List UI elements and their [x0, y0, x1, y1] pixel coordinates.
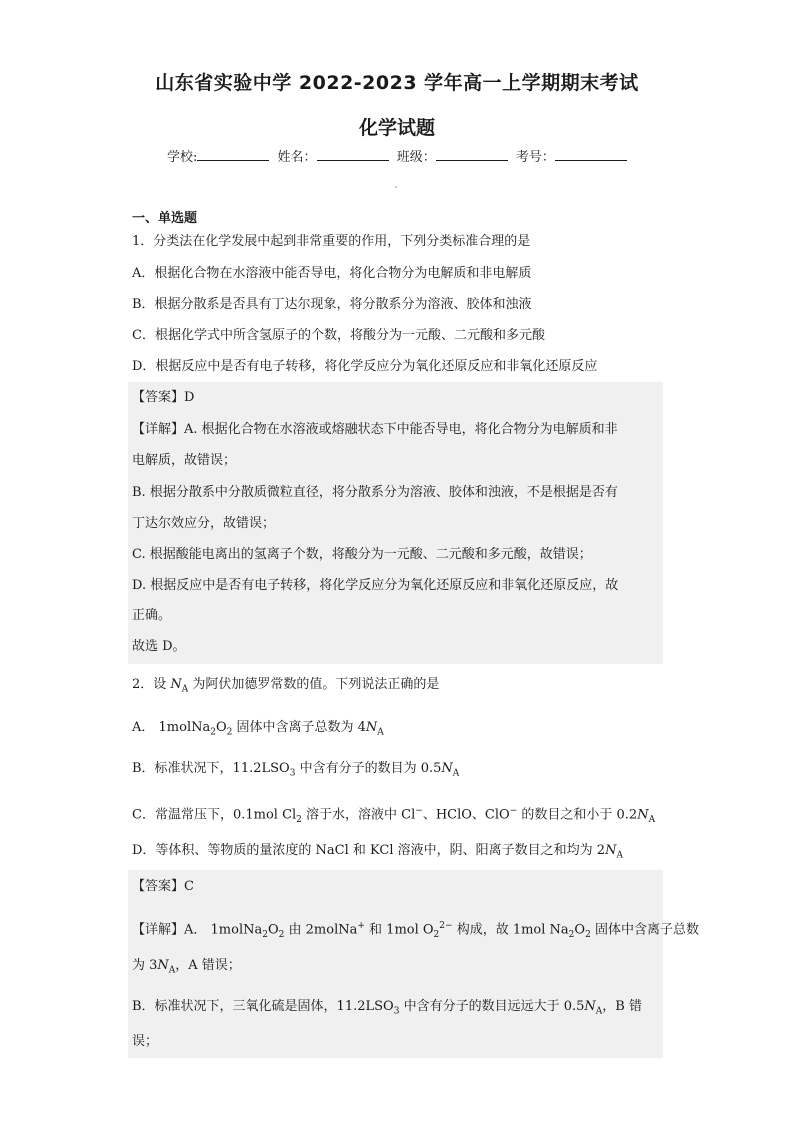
number-blank: [555, 148, 627, 161]
q1-detail-line: B. 根据分散系中分散质微粒直径，将分散系分为溶液、胶体和浊液，不是根据是否有: [132, 485, 618, 500]
name-blank: [317, 148, 389, 161]
q1-detail-line: D. 根据反应中是否有电子转移，将化学反应分为氧化还原反应和非氧化还原反应，故: [132, 578, 619, 593]
q1-answer: 【答案】D: [132, 390, 195, 405]
school-blank: [197, 148, 269, 161]
q1-stem: 1．分类法在化学发展中起到非常重要的作用，下列分类标准合理的是: [132, 234, 531, 249]
q1-option-c: C．根据化学式中所含氢原子的个数，将酸分为一元酸、二元酸和多元酸: [132, 328, 545, 343]
q2-answer: 【答案】C: [132, 879, 194, 894]
q1-detail-line: 故选 D。: [132, 639, 186, 654]
class-label: 班级：: [396, 150, 436, 165]
q2-detail-line: 为 $3N_A$，A 错误；: [132, 958, 241, 976]
q2-stem: 2．设 $N_A$ 为阿伏加德罗常数的值。下列说法正确的是: [132, 677, 440, 695]
page-subtitle: 化学试题: [358, 117, 435, 139]
q1-option-a: A．根据化合物在水溶液中能否导电，将化合物分为电解质和非电解质: [132, 266, 532, 281]
q1-option-d: D．根据反应中是否有电子转移，将化学反应分为氧化还原反应和非氧化还原反应: [132, 359, 598, 374]
school-label: 学校:: [167, 150, 198, 165]
student-info-row: [167, 146, 631, 165]
q2-detail-line: 误；: [132, 1034, 159, 1049]
q2-option-c: C．常温常压下，0.1mol $Cl_2$ 溶于水，溶液中 Cl−、HClO、ClO− 的数目之和小于 $0.2N_A$: [132, 806, 656, 825]
page-title: 山东省实验中学 2022-2023 学年高一上学期期末考试: [155, 72, 639, 94]
q1-detail-line: 电解质，故错误；: [132, 453, 237, 468]
q2-option-b: B．标准状况下，$11.2LSO_3$ 中含有分子的数目为 $0.5N_A$: [132, 761, 460, 779]
q2-detail-line: B．标准状况下，三氧化硫是固体，$11.2LSO_3$ 中含有分子的数目远远大于 $0.5N_A$，B 错: [132, 999, 642, 1017]
q2-option-d: D．等体积、等物质的量浓度的 NaCl 和 KCl 溶液中，阴、阳离子数目之和均为 $2N_A$: [132, 843, 623, 861]
q2-option-a: A． $1molNa_2O_2$ 固体中含离子总数为 $4N_A$: [132, 720, 384, 738]
q1-detail-line: 【详解】A. 根据化合物在水溶液或熔融状态下中能否导电，将化合物分为电解质和非: [132, 422, 618, 437]
center-dot: [395, 186, 397, 188]
q2-detail-line: 【详解】A． $1molNa_2O_2$ 由 2molNa+ 和 1mol $O_2^{2-}$ 构成，故 1mol $Na_2O_2$ 固体中含离子总数: [132, 921, 699, 940]
name-label: 姓名：: [277, 150, 317, 165]
q1-option-b: B．根据分散系是否具有丁达尔现象，将分散系分为溶液、胶体和浊液: [132, 297, 532, 312]
section-heading: 一、单选题: [132, 211, 198, 226]
q1-detail-line: C. 根据酸能电离出的氢离子个数，将酸分为一元酸、二元酸和多元酸，故错误；: [132, 547, 592, 562]
number-label: 考号：: [515, 150, 555, 165]
class-blank: [436, 148, 508, 161]
q1-detail-line: 丁达尔效应分，故错误；: [132, 516, 276, 531]
q1-detail-line: 正确。: [132, 608, 172, 623]
